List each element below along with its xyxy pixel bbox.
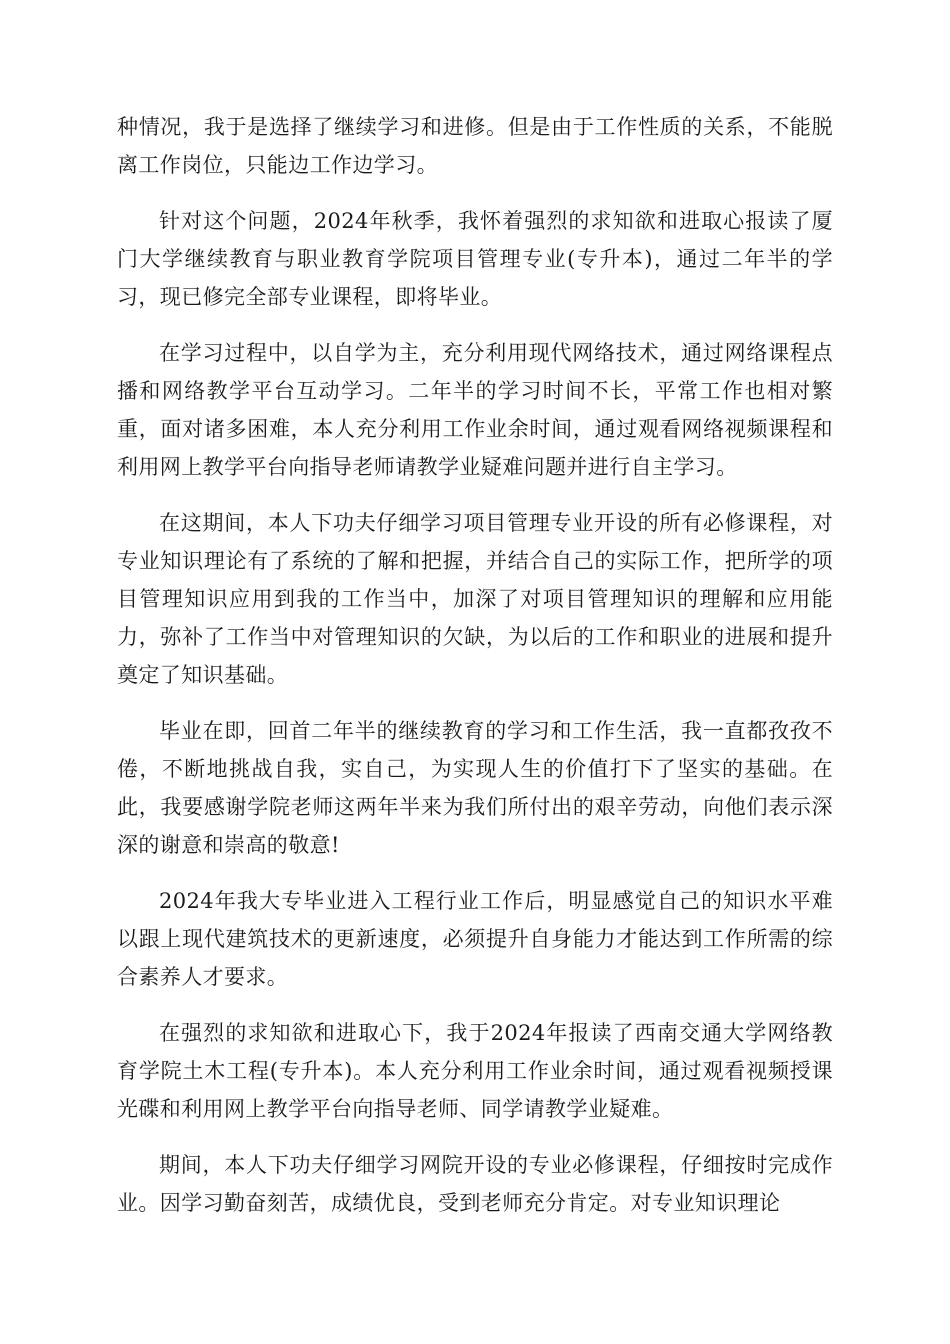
paragraph: 在强烈的求知欲和进取心下，我于2024年报读了西南交通大学网络教育学院土木工程(专升本)。本人充分利用工作业余时间，通过观看视频授课光碟和利用网上教学平台向指导老师、同学请教学业疑难。 bbox=[117, 1021, 833, 1121]
paragraph: 毕业在即，回首二年半的继续教育的学习和工作生活，我一直都孜孜不倦，不断地挑战自我，实自己，为实现人生的价值打下了坚实的基础。在此，我要感谢学院老师这两年半来为我们所付出的艰辛劳动，向他们表示深深的谢意和崇高的敬意! bbox=[117, 719, 833, 857]
paragraph: 针对这个问题，2024年秋季，我怀着强烈的求知欲和进取心报读了厦门大学继续教育与职业教育学院项目管理专业(专升本)，通过二年半的学习，现已修完全部专业课程，即将毕业。 bbox=[117, 209, 833, 309]
paragraph: 种情况，我于是选择了继续学习和进修。但是由于工作性质的关系，不能脱离工作岗位，只能边工作边学习。 bbox=[117, 115, 833, 177]
paragraph: 期间，本人下功夫仔细学习网院开设的专业必修课程，仔细按时完成作业。因学习勤奋刻苦，成绩优良，受到老师充分肯定。对专业知识理论 bbox=[117, 1153, 833, 1215]
paragraph: 在这期间，本人下功夫仔细学习项目管理专业开设的所有必修课程，对专业知识理论有了系统的了解和把握，并结合自己的实际工作，把所学的项目管理知识应用到我的工作当中，加深了对项目管理知识的理解和应用能力，弥补了工作当中对管理知识的欠缺，为以后的工作和职业的进展和提升奠定了知识基础。 bbox=[117, 511, 833, 687]
paragraph: 2024年我大专毕业进入工程行业工作后，明显感觉自己的知识水平难以跟上现代建筑技术的更新速度，必须提升自身能力才能达到工作所需的综合素养人才要求。 bbox=[117, 889, 833, 989]
paragraph: 在学习过程中，以自学为主，充分利用现代网络技术，通过网络课程点播和网络教学平台互动学习。二年半的学习时间不长，平常工作也相对繁重，面对诸多困难，本人充分利用工作业余时间，通过观看网络视频课程和利用网上教学平台向指导老师请教学业疑难问题并进行自主学习。 bbox=[117, 341, 833, 479]
document-body bbox=[117, 108, 833, 1240]
